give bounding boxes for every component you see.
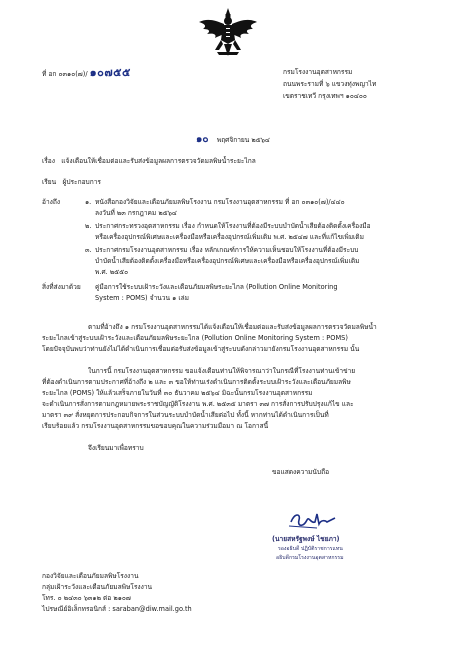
org-road: ถนนพระรามที่ ๖ แขวงทุ่งพญาไท: [283, 80, 377, 88]
body-para1-line3: โดยปัจจุบันพบว่าท่านยังไม่ได้ดำเนินการเชื่อมต่อรับส่งข้อมูลเข้าสู่ระบบดังกล่าวมายังกรมโรงงานอุตสาหกรรม นั้น: [42, 345, 360, 353]
footer-email: ไปรษณีย์อิเล็กทรอนิกส์ : saraban@diw.mail.go.th: [42, 605, 192, 613]
org-name: กรมโรงงานอุตสาหกรรม: [283, 68, 353, 76]
body-para2-line6: เรียบร้อยแล้ว กรมโรงงานอุตสาหกรรมขอขอบคุณในความร่วมมือมา ณ โอกาสนี้: [42, 422, 269, 430]
signature-salutation: ขอแสดงความนับถือ: [272, 468, 330, 476]
signature-image: [287, 508, 343, 532]
footer-group: กลุ่มเฝ้าระวังและเตือนภัยมลพิษโรงงาน: [42, 583, 153, 591]
enclosure-line2: System : POMS) จำนวน ๑ เล่ม: [95, 294, 190, 302]
subject-text: แจ้งเตือนให้เชื่อมต่อและรับส่งข้อมูลผลการตรวจวัดมลพิษน้ำระยะไกล: [61, 157, 256, 165]
reference-prefix: ที่ อก ๐๓๑๐(๗)/: [42, 70, 88, 78]
letter-date: [196, 133, 270, 146]
reference-item-3-line3: พ.ศ. ๒๕๕๐: [95, 268, 129, 276]
signer-title-1: รองอธิบดี ปฏิบัติราชการแทน: [278, 546, 343, 552]
reference-item-2-line1: ประกาศกระทรวงอุตสาหกรรม เรื่อง กำหนดให้โรงงานที่ต้องมีระบบบำบัดน้ำเสียต้องติดตั้งเครื่องมือ: [95, 222, 371, 230]
signer-title-2: อธิบดีกรมโรงงานอุตสาหกรรม: [276, 555, 344, 561]
body-para2-line3: ระยะไกล (POMS) ให้แล้วเสร็จภายในวันที่ ๓๐ ธันวาคม ๒๕๖๔ มิฉะนั้นกรมโรงงานอุตสาหกรรม: [42, 389, 313, 397]
org-district: เขตราชเทวี กรุงเทพฯ ๑๐๔๐๐: [283, 92, 367, 100]
garuda-emblem-icon: [197, 6, 259, 64]
reference-item-3-line2: บำบัดน้ำเสียต้องติดตั้งเครื่องมือหรือเครื่องอุปกรณ์พิเศษและเครื่องมือหรือเครื่องอุปกรณ์เพิ่มเติม: [95, 257, 360, 265]
body-para1-line1: ตามที่อ้างถึง ๑ กรมโรงงานอุตสาหกรรมได้แจ้งเตือนให้เชื่อมต่อและรับส่งข้อมูลผลการตรวจวัดมลพิษน้ำ: [88, 323, 377, 331]
footer-division: กองวิจัยและเตือนภัยมลพิษโรงงาน: [42, 572, 139, 580]
date-day: ๑๐: [196, 134, 209, 145]
reference-number: [42, 66, 131, 81]
body-para1-line2: ระยะไกลเข้าสู่ระบบเฝ้าระวังและเตือนภัยมลพิษระยะไกล (Pollution Online Monitoring System : POMS): [42, 334, 348, 342]
body-para2-line5: มาตรา ๓๙ สั่งหยุดการประกอบกิจการในส่วนระบบบำบัดน้ำเสียต่อไป ทั้งนี้ หากท่านได้ดำเนินการเป็นที่: [42, 411, 329, 419]
reference-item-2-line2: หรือเครื่องอุปกรณ์พิเศษและเครื่องมือหรือเครื่องอุปกรณ์เพิ่มเติม พ.ศ. ๒๕๔๗ และที่แก้ไขเพิ่มเติม: [95, 233, 364, 241]
reference-item-1-line1: หนังสือกองวิจัยและเตือนภัยมลพิษโรงงาน กรมโรงงานอุตสาหกรรม ที่ อก ๐๓๑๐(๗)/๔๔๐: [95, 198, 345, 206]
closing-request: จึงเรียนมาเพื่อทราบ: [88, 444, 144, 452]
reference-number-value: ๑๐๗๕๕: [89, 66, 131, 79]
recipient-line: [42, 178, 101, 187]
enclosure-line1: คู่มือการใช้ระบบเฝ้าระวังและเตือนภัยมลพิษระยะไกล (Pollution Online Monitoring: [95, 283, 338, 291]
body-para2-line1: ในการนี้ กรมโรงงานอุตสาหกรรม ขอแจ้งเตือนท่านให้พิจารณาว่าในกรณีที่โรงงานท่านเข้าข่าย: [88, 367, 356, 375]
subject-label: เรื่อง: [42, 157, 55, 165]
reference-item-3-line1: ประกาศกรมโรงงานอุตสาหกรรม เรื่อง หลักเกณฑ์การให้ความเห็นชอบให้โรงงานที่ต้องมีระบบ: [95, 246, 359, 254]
footer-phone: โทร. ๐ ๒๔๓๐ ๖๓๑๒ ต่อ ๒๑๐๗: [42, 594, 131, 602]
reference-item-2-num: ๒.: [85, 222, 92, 230]
reference-item-1-num: ๑.: [85, 198, 92, 206]
recipient-text: ผู้ประกอบการ: [62, 178, 101, 186]
reference-item-3-num: ๓.: [85, 246, 92, 254]
recipient-label: เรียน: [42, 178, 57, 186]
date-month-year: พฤศจิกายน ๒๕๖๔: [216, 136, 270, 144]
body-para2-line2: ที่ต้องดำเนินการตามประกาศที่อ้างถึง ๒ และ ๓ ขอให้ท่านเร่งดำเนินการติดตั้งระบบเฝ้าระวังและเตือนภัยมลพิษ: [42, 378, 351, 386]
reference-item-1-line2: ลงวันที่ ๒๓ กรกฎาคม ๒๕๖๔: [95, 209, 177, 217]
signer-name: (นายสหรัฐพงษ์ ไชยภา): [272, 535, 340, 543]
enclosure-label: สิ่งที่ส่งมาด้วย: [42, 283, 81, 291]
subject-line: [42, 157, 256, 166]
body-para2-line4: จะดำเนินการสั่งการตามกฎหมายพระราชบัญญัติโรงงาน พ.ศ. ๒๕๓๕ มาตรา ๓๗ การสั่งการปรับปรุงแก้ไข และ: [42, 400, 354, 408]
references-label: อ้างถึง: [42, 198, 61, 206]
